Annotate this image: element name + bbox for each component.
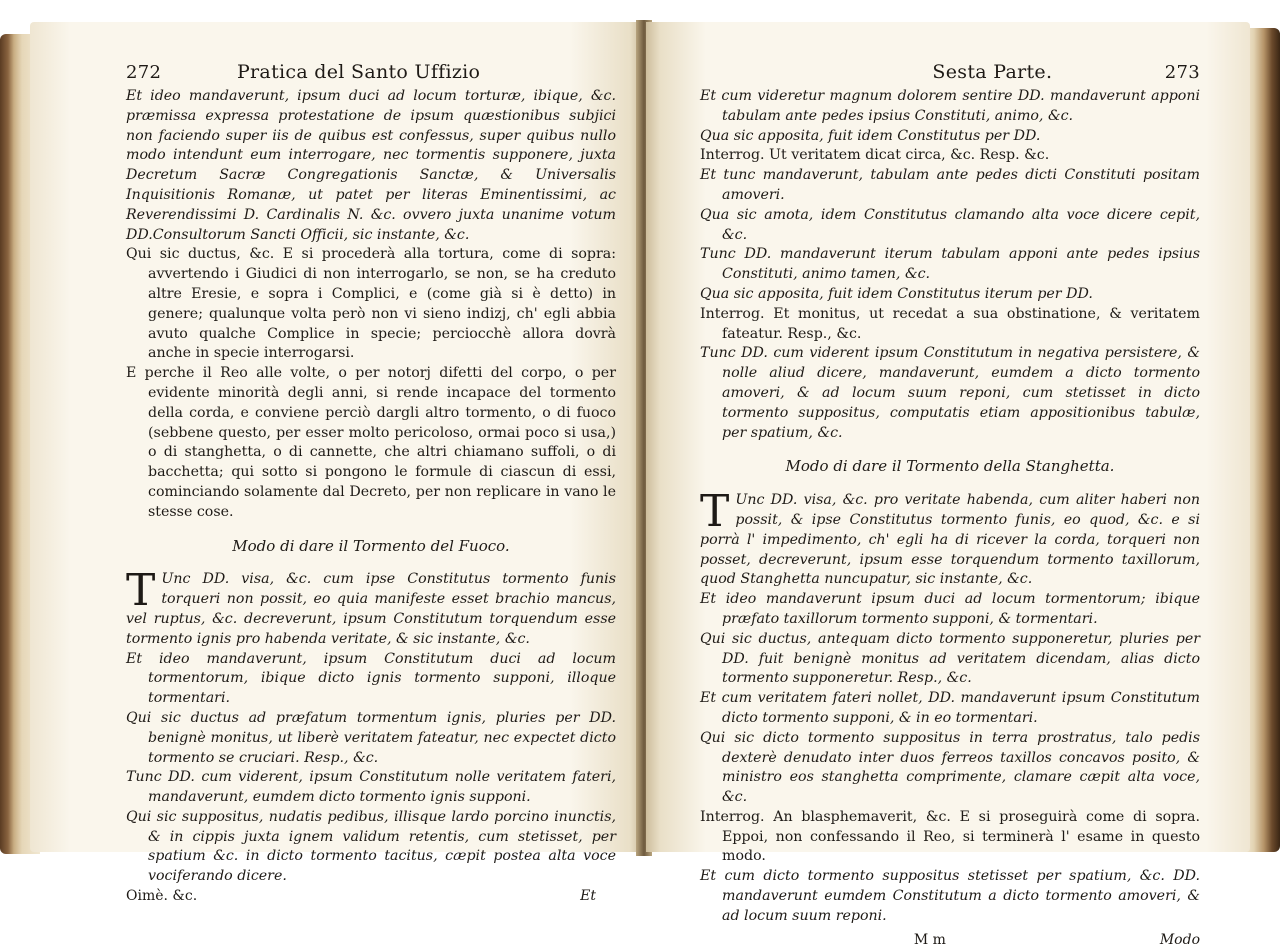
paragraph: Qui sic ductus, &c. E si procederà alla tortura, come di sopra: avvertendo i Giudici di non interrogarlo, se non, se ha creduto altre Eresie, e sopra i Complici, e (come già si è detto) in genere; qualunque volta però non vi sieno indizj, ch' egli abbia avuto qualche Complice in specie; perciocchè allora dovrà anche in specie interrogarsi.: [126, 246, 616, 362]
paragraph: Interrog. Et monitus, ut recedat a sua obstinatione, & veritatem fateatur. Resp., &c.: [700, 305, 1200, 342]
paragraph: Qui sic suppositus, nudatis pedibus, illisque lardo porcino inunctis, & in cippis juxta ignem validum retentis, cum stetisset, per spatium &c. in dicto tormento tacitus, cæpit postea alta voce vociferando dicere.: [126, 808, 616, 885]
drop-cap: T: [700, 486, 730, 538]
paragraph-text: Unc DD. visa, &c. pro veritate habenda, cum aliter haberi non possit, & ipse Constitutus tormento funis, eo quod, &c. e si porrà l' impedimento, ch' egli ha di ricever la corda, torqueri non posset, decreverunt, ipsum esse torquendum tormento taxillorum, quod Stanghetta nuncupatur, sic instante, &c.: [700, 492, 1200, 588]
paragraph: Qua sic apposita, fuit idem Constitutus per DD.: [700, 127, 1041, 144]
left-page: [30, 22, 642, 905]
paragraph: Et ideo mandaverunt ipsum duci ad locum tormentorum; ibique præfato taxillorum tormento supponi, & tormentari.: [700, 591, 1200, 627]
paragraph: Et tunc mandaverunt, tabulam ante pedes dicti Constituti positam amoveri.: [700, 167, 1200, 203]
paragraph: Qui sic ductus, antequam dicto tormento supponeretur, pluries per DD. fuit benignè monitus ad veritatem dicendam, alias dicto tormento supponeretur. Resp., &c.: [700, 630, 1200, 687]
right-page-text: [700, 60, 1200, 950]
right-page: [646, 22, 1250, 948]
page-footer-left: [126, 887, 616, 907]
catchword: Et: [580, 888, 596, 905]
paragraph: Tunc DD. mandaverunt iterum tabulam apponi ante pedes ipsius Constituti, animo tamen, &c.: [700, 246, 1200, 283]
paragraph: Interrog. An blasphemaverit, &c. E si proseguirà come di sopra. Eppoi, non confessando il Reo, si terminerà l' esame in questo modo.: [700, 808, 1200, 865]
running-head-left: Pratica del Santo Uffizio: [236, 61, 481, 83]
section-title: Modo di dare il Tormento del Fuoco.: [232, 536, 510, 555]
paragraph: Et ideo mandaverunt, ipsum Constitutum duci ad locum tormentorum, ibique dicto ignis tormento supponi, illoque tormentari.: [126, 650, 616, 707]
paragraph: Et cum videretur magnum dolorem sentire DD. mandaverunt apponi tabulam ante pedes ipsius Constituti, animo, &c.: [700, 88, 1200, 124]
running-head-right: Sesta Parte.: [932, 61, 1053, 83]
paragraph: Et cum dicto tormento suppositus stetisset per spatium, &c. DD. mandaverunt eumdem Constitutum a dicto tormento amoveri, & ad locum suum reponi.: [700, 868, 1200, 924]
section-title: Modo di dare il Tormento della Stanghetta.: [785, 457, 1115, 476]
catchword: Modo: [1159, 931, 1200, 948]
paragraph: Et cum veritatem fateri nollet, DD. mandaverunt ipsum Constitutum dicto tormento supponi, & in eo tormentari.: [700, 690, 1200, 726]
left-header: [126, 60, 616, 85]
paragraph: E perche il Reo alle volte, o per notorj difetti del corpo, o per evidente minorità degli anni, si rende incapace del tormento della corda, e conviene perciò dargli altro tormento, o di fuoco (sebbene questo, per esser molto pericoloso, ormai poco si usa,) o di stanghetta, o di cannette, che altri chiamano suffoli, o di bacchetta; qui sotto si pongono le formule di ciascun di essi, cominciando solamente dal Decreto, per non replicare in vano le stesse cose.: [126, 365, 616, 520]
paragraph: Interrog. Ut veritatem dicat circa, &c. Resp. &c.: [700, 147, 1050, 164]
left-page-text: [126, 60, 616, 907]
paragraph: Qui sic ductus ad præfatum tormentum ignis, pluries per DD. benignè monitus, ut liberè veritatem fateatur, nec expectet dicto tormento se cruciari. Resp., &c.: [126, 709, 616, 766]
paragraph: Tunc DD. cum viderent ipsum Constitutum in negativa persistere, & nolle aliud dicere, mandaverunt, eumdem a dicto tormento amoveri, & ad locum suum reponi, cum stetisset in dicto tormento suppositus, computatis etiam appositionibus tabulæ, per spatium, &c.: [700, 345, 1200, 441]
paragraph-text: Unc DD. visa, &c. cum ipse Constitutus tormento funis torqueri non possit, eo quia manifeste esset brachio mancus, vel ruptus, &c. decreverunt, ipsum Constitutum torquendum esse tormento ignis pro habenda veritate, & sic instante, &c.: [126, 571, 616, 647]
last-line: Oimè. &c.: [126, 888, 198, 905]
paragraph: Qui sic dicto tormento suppositus in terra prostratus, talo pedis dexterè denudato inter duos ferreos taxillos concavos posito, & ministro eos stanghetta comprimente, clamare cæpit alta voce, &c.: [700, 729, 1200, 806]
page-number-right: 273: [1164, 62, 1200, 83]
page-number-left: 272: [126, 62, 162, 83]
paragraph: Tunc DD. cum viderent, ipsum Constitutum nolle veritatem fateri, mandaverunt, eumdem dicto tormento ignis supponi.: [126, 769, 616, 806]
paragraph: Et ideo mandaverunt, ipsum duci ad locum torturæ, ibique, &c. præmissa expressa protestatione de ipsum quæstionibus subjici non faciendo super iis de quibus est confessus, super quibus nullo modo intendunt eum interrogare, nec tormentis supponere, juxta Decretum Sacræ Congregationis Sanctæ, & Universalis Inquisitionis Romanæ, ut patet per literas Eminentissimi, ac Reverendissimi D. Cardinalis N. &c. ovvero juxta unanime votum DD.Consultorum Sancti Officii, sic instante, &c.: [126, 88, 616, 243]
drop-cap: T: [126, 565, 156, 617]
paragraph: Qua sic amota, idem Constitutus clamando alta voce dicere cepit, &c.: [700, 206, 1200, 243]
page-footer-right: [700, 931, 1200, 950]
paragraph: [126, 565, 616, 649]
paragraph: [700, 486, 1200, 590]
signature-mark: M m: [913, 931, 946, 948]
right-header: [700, 60, 1200, 85]
paragraph: Qua sic apposita, fuit idem Constitutus iterum per DD.: [700, 285, 1093, 302]
open-book: [0, 20, 1280, 948]
